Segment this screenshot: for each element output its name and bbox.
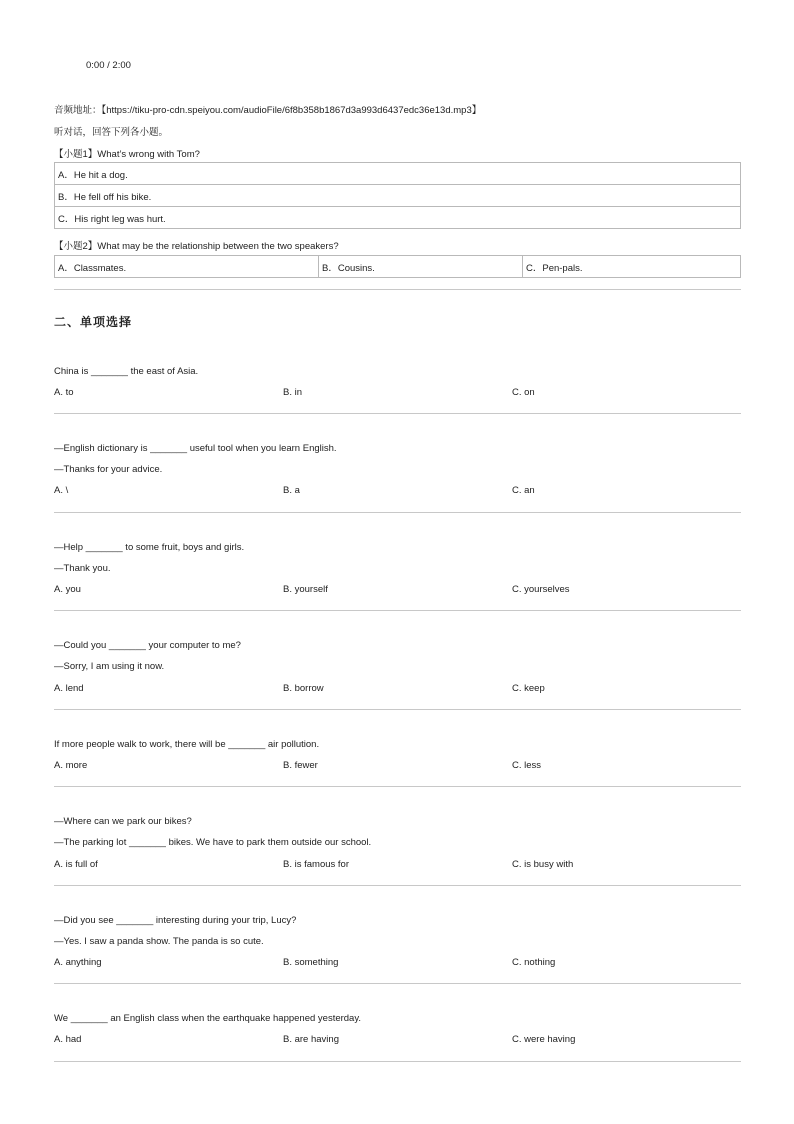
option-c[interactable]: C．Pen-pals. [523,256,741,278]
question-line: We _______ an English class when the earthquake happened yesterday. [54,1013,362,1024]
option-c[interactable]: C. were having [512,1034,576,1045]
option-b[interactable]: B．He fell off his bike. [55,185,741,207]
question-stem: 【小题2】What may be the relationship between the two speakers? [54,241,339,252]
question-stem: 【小题1】What’s wrong with Tom? [54,149,200,160]
question-line: If more people walk to work, there will be _______ air pollution. [54,739,320,750]
option-c[interactable]: C. an [512,485,535,496]
question-line: —Sorry, I am using it now. [54,661,165,672]
option-b[interactable]: B. yourself [283,584,328,595]
divider [54,709,741,710]
option-b[interactable]: B. a [283,485,300,496]
listening-instruction: 听对话，回答下列各小题。 [54,127,169,138]
option-a[interactable]: A. \ [54,485,69,496]
options-table [54,255,741,278]
option-a[interactable]: A. to [54,387,74,398]
divider [54,1061,741,1062]
question-line: —Thank you. [54,563,111,574]
audio-time: 0:00 / 2:00 [86,60,131,71]
option-b[interactable]: B. fewer [283,760,318,771]
divider [54,289,741,290]
option-a[interactable]: A. lend [54,683,84,694]
section-title: 二、单项选择 [54,315,133,329]
divider [54,512,741,513]
option-a[interactable]: A．He hit a dog. [55,163,741,185]
question-line: —English dictionary is _______ useful tool when you learn English. [54,443,337,454]
option-a[interactable]: A. is full of [54,859,98,870]
option-c[interactable]: C. on [512,387,535,398]
option-c[interactable]: C. less [512,760,542,771]
option-b[interactable]: B. are having [283,1034,339,1045]
options-table [54,162,741,229]
option-c[interactable]: C. nothing [512,957,556,968]
divider [54,786,741,787]
divider [54,413,741,414]
option-b[interactable]: B．Cousins. [319,256,523,278]
divider [54,885,741,886]
option-b[interactable]: B. is famous for [283,859,349,870]
option-b[interactable]: B. in [283,387,303,398]
option-b[interactable]: B. borrow [283,683,324,694]
question-line: —Where can we park our bikes? [54,816,192,827]
option-b[interactable]: B. something [283,957,339,968]
question-line: —Could you _______ your computer to me? [54,640,241,651]
option-c[interactable]: C．His right leg was hurt. [55,207,741,229]
option-a[interactable]: A. you [54,584,81,595]
option-a[interactable]: A. had [54,1034,82,1045]
option-c[interactable]: C. keep [512,683,545,694]
option-a[interactable]: A. more [54,760,88,771]
option-a[interactable]: A．Classmates. [55,256,319,278]
option-a[interactable]: A. anything [54,957,102,968]
question-line: —Help _______ to some fruit, boys and girls. [54,542,245,553]
question-line: —Did you see _______ interesting during your trip, Lucy? [54,915,297,926]
question-line: —Yes. I saw a panda show. The panda is so cute. [54,936,264,947]
question-line: —Thanks for your advice. [54,464,163,475]
question-line: —The parking lot _______ bikes. We have to park them outside our school. [54,837,372,848]
audio-address: 音频地址：【https://tiku-pro-cdn.speiyou.com/audioFile/6f8b358b1867d3a993d6437edc36e13d.mp3】 [54,105,482,116]
divider [54,610,741,611]
divider [54,983,741,984]
option-c[interactable]: C. yourselves [512,584,570,595]
option-c[interactable]: C. is busy with [512,859,574,870]
question-line: China is _______ the east of Asia. [54,366,199,377]
